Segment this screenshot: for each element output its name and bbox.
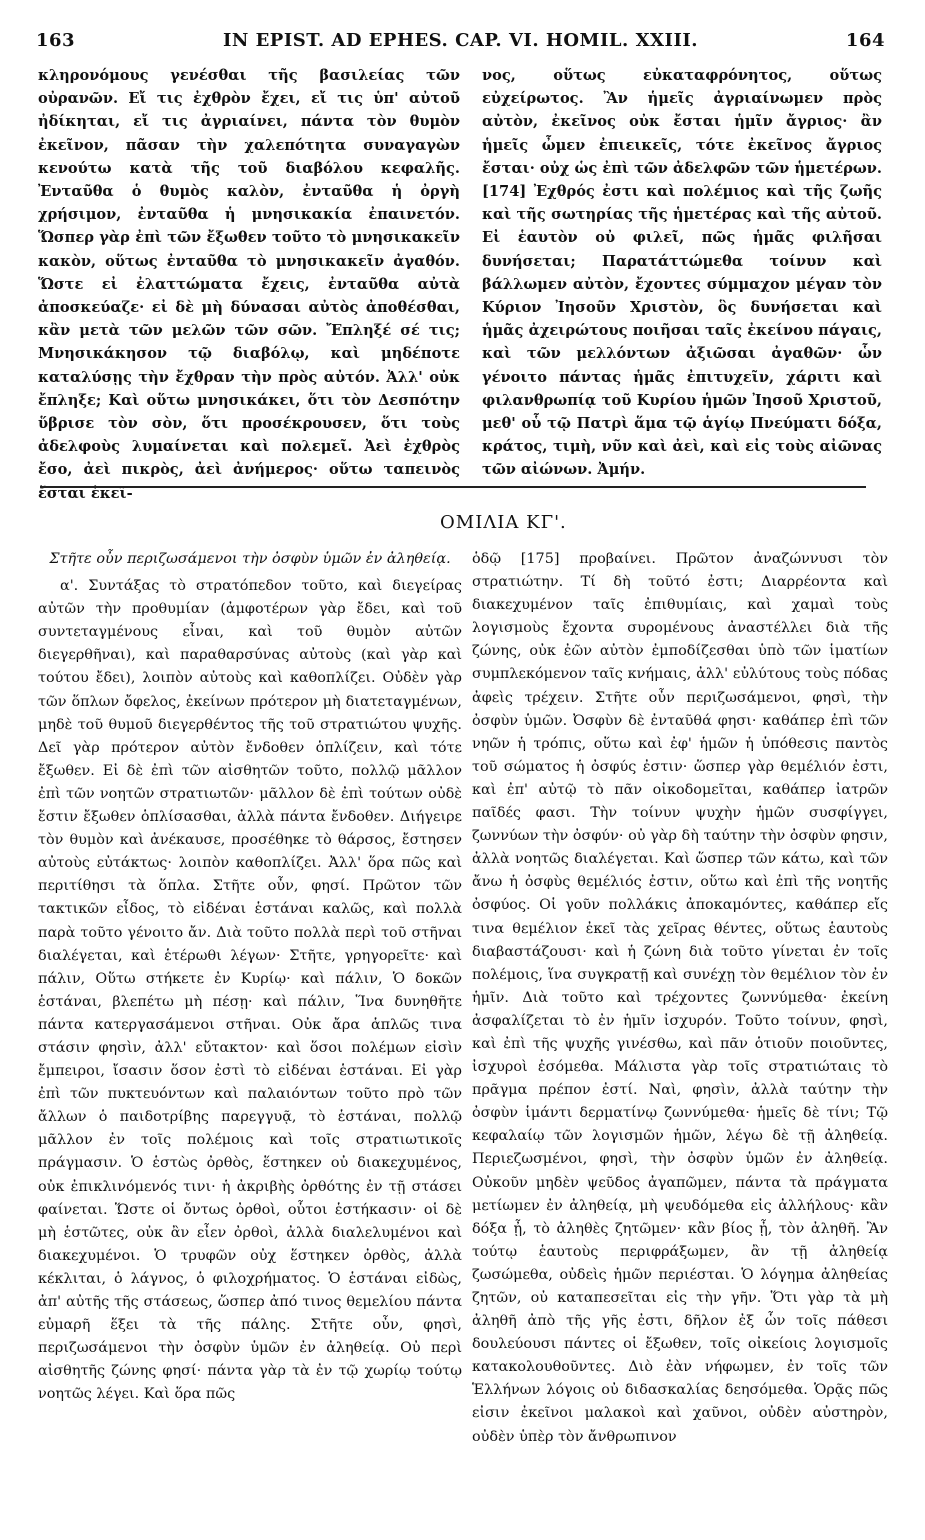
- running-title: IN EPIST. AD EPHES. CAP. VI. HOMIL. XXIII.: [222, 30, 699, 51]
- homily-left-text: α'. Συντάξας τὸ στρατόπεδον τοῦτο, καὶ διεγείρας αὐτῶν τὴν προθυμίαν (ἀμφοτέρων γὰρ ἔδει, καὶ τοῦ συντεταγμένους εἶναι, καὶ τοῦ θυμὸν αὐτῶν διεγερθῆναι), καὶ παραθαρσύνας αὐτοὺς (καὶ γὰρ καὶ τούτου ἔδει), λοιπὸν αὐτοὺς καὶ καθοπλίζει. Οὐδὲν γὰρ τῶν ὅπλων ὄφελος, ἐκείνων πρότερον μὴ διατεταγμένων, μηδὲ τοῦ θυμοῦ διεγερθέντος τῆς τοῦ στρατιώτου ψυχῆς. Δεῖ γὰρ πρότερον αὐτὸν ἔνδοθεν ὁπλίζειν, καὶ τότε ἔξωθεν. Εἰ δὲ ἐπὶ τῶν αἰσθητῶν τοῦτο, πολλῷ μᾶλλον ἐπὶ τῶν νοητῶν στρατιωτῶν· μᾶλλον δὲ ἐπὶ τούτων οὐδὲ ἔστιν ἔξωθεν ὁπλίσασθαι, ἀλλὰ πάντα ἔνδοθεν. Διήγειρε τὸν θυμὸν καὶ ἀνέκαυσε, προσέθηκε τὸ θάρσος, ἔστησεν αὐτοὺς εὐτάκτως· λοιπὸν καθοπλίζει. Ἀλλ' ὅρα πῶς καὶ περιτίθησι τὰ ὅπλα. Στῆτε οὖν, φησί. Πρῶτον τῶν τακτικῶν εἶδος, τὸ εἰδέναι ἑστάναι καλῶς, καὶ πολλὰ παρὰ τοῦτο γένοιτο ἄν. Διὰ τοῦτο πολλὰ περὶ τοῦ στῆναι διαλέγεται, καὶ ἑτέρωθι λέγων· Στῆτε, γρηγορεῖτε· καὶ πάλιν, Οὕτω στήκετε ἐν Κυρίῳ· καὶ πάλιν, Ὁ δοκῶν ἑστάναι, βλεπέτω μὴ πέσῃ· καὶ πάλιν, Ἵνα δυνηθῆτε πάντα κατεργασάμενοι στῆναι. Οὐκ ἄρα ἁπλῶς τινα στάσιν φησὶν, ἀλλ' εὔτακτον· καὶ ὅσοι πολέμων εἰσὶν ἔμπειροι, ἴσασιν ὅσον ἐστὶ τὸ εἰδέναι ἑστάναι. Εἰ γὰρ ἐπὶ τῶν πυκτευόντων καὶ παλαιόντων τοῦτο πρὸ τῶν ἄλλων ὁ παιδοτρίβης παρεγγυᾷ, τὸ ἑστάναι, πολλῷ μᾶλλον ἐν τοῖς πολέμοις καὶ τοῖς στρατιωτικοῖς πράγμασιν. Ὁ ἑστὼς ὀρθὸς, ἕστηκεν οὐ διακεχυμένος, οὐκ ἐπικλινόμενός τινι· ἡ ἀκριβὴς ὀρθότης ἐν τῇ στάσει φαίνεται. Ὥστε οἱ ὄντως ὀρθοὶ, οὗτοι ἑστήκασιν· οἱ δὲ μὴ ἑστῶτες, οὐκ ἂν εἶεν ὀρθοὶ, ἀλλὰ διαλελυμένοι καὶ διακεχυμένοι. Ὁ τρυφῶν οὐχ ἕστηκεν ὀρθὸς, ἀλλὰ κέκλιται, ὁ λάγνος, ὁ φιλοχρήματος. Ὁ ἑστάναι εἰδὼς, ἀπ' αὐτῆς τῆς στάσεως, ὥσπερ ἀπό τινος θεμελίου πάντα εὐμαρῆ ἕξει τὰ τῆς πάλης. Στῆτε οὖν, φησὶ, περιζωσάμενοι τὴν ὀσφὺν ὑμῶν ἐν ἀληθείᾳ. Οὐ περὶ αἰσθητῆς ζώνης φησί· πάντα γὰρ τὰ ἐν τῷ χωρίῳ τούτῳ νοητῶς λέγει. Καὶ ὅρα πῶς: [38, 578, 462, 1403]
- page-number-left: 163: [36, 30, 76, 51]
- homily-title: ΟΜΙΛΙΑ ΚΓ'.: [440, 512, 567, 533]
- previous-homily-left-text: κληρονόμους γενέσθαι τῆς βασιλείας τῶν οὐρανῶν. Εἴ τις ἐχθρὸν ἔχει, εἴ τις ὑπ' αὐτοῦ ἠδίκηται, εἴ τις ἀγριαίνει, πάντα τὸν θυμὸν ἐκεῖνον, πᾶσαν τὴν χαλεπότητα συναγαγὼν κενούτω κατὰ τῆς τοῦ διαβόλου κεφαλῆς. Ἐνταῦθα ὁ θυμὸς καλὸν, ἐνταῦθα ἡ ὀργὴ χρήσιμον, ἐνταῦθα ἡ μνησικακία ἐπαινετόν. Ὥσπερ γὰρ ἐπὶ τῶν ἔξωθεν τοῦτο τὸ μνησικακεῖν κακὸν, οὕτως ἐνταῦθα τὸ μνησικακεῖν ἀγαθόν. Ὥστε εἰ ἐλαττώματα ἔχεις, ἐνταῦθα αὐτὰ ἀποσκεύαζε· εἰ δὲ μὴ δύνασαι αὐτὸς ἀποθέσθαι, κἂν μετὰ τῶν μελῶν τῶν σῶν. Ἔπληξέ σέ τις; Μνησικάκησον τῷ διαβόλῳ, καὶ μηδέποτε καταλύσῃς τὴν ἔχθραν τὴν πρὸς αὐτόν. Ἀλλ' οὐκ ἔπληξε; Καὶ οὕτω μνησικάκει, ὅτι τὸν Δεσπότην ὕβρισε τὸν σὸν, ὅτι προσέκρουσεν, ὅτι τοὺς ἀδελφοὺς λυμαίνεται καὶ πολεμεῖ. Ἀεὶ ἐχθρὸς ἔσο, ἀεὶ πικρὸς, ἀεὶ ἀνήμερος· οὕτω ταπεινὸς ἔσται ἐκεῖ-: [38, 67, 460, 502]
- page-number-right: 164: [845, 30, 885, 51]
- previous-homily-right-column: [482, 64, 882, 479]
- previous-homily-right-text: νος, οὕτως εὐκαταφρόνητος, οὕτως εὐχείρωτος. Ἂν ἡμεῖς ἀγριαίνωμεν πρὸς αὐτὸν, ἐκεῖνος οὐκ ἔσται ἡμῖν ἄγριος· ἂν ἡμεῖς ὦμεν ἐπιεικεῖς, τότε ἐκεῖνος ἄγριος ἔσται· οὐχ ὡς ἐπὶ τῶν ἀδελφῶν τῶν ἡμετέρων. [174] Ἐχθρός ἐστι καὶ πολέμιος καὶ τῆς ζωῆς καὶ τῆς σωτηρίας τῆς ἡμετέρας καὶ τῆς αὐτοῦ. Εἰ ἑαυτὸν οὐ φιλεῖ, πῶς ἡμᾶς φιλῆσαι δυνήσεται; Παρατάττώμεθα τοίνυν καὶ βάλλωμεν αὐτὸν, ἔχοντες σύμμαχον μέγαν τὸν Κύριον Ἰησοῦν Χριστὸν, ὃς δυνήσεται καὶ ἡμᾶς ἀχειρώτους ποιῆσαι ταῖς ἐκείνου πάγαις, καὶ τῶν μελλόντων ἀξιῶσαι ἀγαθῶν· ὧν γένοιτο πάντας ἡμᾶς ἐπιτυχεῖν, χάριτι καὶ φιλανθρωπίᾳ τοῦ Κυρίου ἡμῶν Ἰησοῦ Χριστοῦ, μεθ' οὗ τῷ Πατρὶ ἅμα τῷ ἁγίῳ Πνεύματι δόξα, κράτος, τιμὴ, νῦν καὶ ἀεὶ, καὶ εἰς τοὺς αἰῶνας τῶν αἰώνων. Ἀμήν.: [482, 67, 882, 479]
- section-divider: [40, 486, 866, 488]
- previous-homily-left-column: [38, 64, 460, 502]
- running-header: [36, 30, 885, 58]
- homily-left-column: [38, 548, 462, 1523]
- homily-right-text: ὁδῷ [175] προβαίνει. Πρῶτον ἀναζώννυσι τὸν στρατιώτην. Τί δὴ τοῦτό ἐστι; Διαρρέοντα καὶ διακεχυμένον ταῖς ἐπιθυμίαις, καὶ χαμαὶ τοὺς λογισμοὺς ἔχοντα συρομένους ἀναστέλλει διὰ τῆς ζώνης, οὐκ ἐῶν αὐτὸν ἐμποδίζεσθαι ὑπὸ τῶν ἱματίων συμπλεκόμενον ταῖς κνήμαις, ἀλλ' εὐλύτους τοὺς πόδας ἀφεὶς τρέχειν. Στῆτε οὖν περιζωσάμενοι, φησὶ, τὴν ὀσφὺν ὑμῶν. Ὀσφὺν δὲ ἐνταῦθά φησι· καθάπερ ἐπὶ τῶν νηῶν ἡ τρόπις, οὕτω καὶ ἐφ' ἡμῶν ἡ ὑπόθεσις παντὸς τοῦ σώματος ἡ ὀσφύς ἐστιν· ὥσπερ γὰρ θεμέλιόν ἐστι, καὶ ἐπ' αὐτῷ τὸ πᾶν οἰκοδομεῖται, καθάπερ ἰατρῶν παῖδές φασι. Τὴν τοίνυν ψυχὴν ἡμῶν συσφίγγει, ζωννύων τὴν ὀσφύν· οὐ γὰρ δὴ ταύτην τὴν ὀσφὺν φησιν, ἀλλὰ νοητῶς διαλέγεται. Καὶ ὥσπερ τῶν κάτω, καὶ τῶν ἄνω ἡ ὀσφὺς θεμέλιός ἐστιν, οὕτω καὶ ἐπὶ τῆς νοητῆς ὀσφύος. Οἱ γοῦν πολλάκις ἀποκαμόντες, καθάπερ εἴς τινα θεμέλιον ἐκεῖ τὰς χεῖρας θέντες, οὕτως ἑαυτοὺς διαβαστάζουσι· καὶ ἡ ζώνη διὰ τοῦτο γίνεται ἐν τοῖς πολέμοις, ἵνα συγκρατῇ καὶ συνέχῃ τὸν θεμέλιον τὸν ἐν ἡμῖν. Διὰ τοῦτο καὶ τρέχοντες ζωννύμεθα· ἐκείνη ἀσφαλίζεται τὸ ἐν ἡμῖν ἰσχυρόν. Τοῦτο τοίνυν, φησὶ, καὶ ἐπὶ τῆς ψυχῆς γινέσθω, καὶ πᾶν ὁτιοῦν ποιοῦντες, ἰσχυροὶ ἐσόμεθα. Μάλιστα γὰρ τοῖς στρατιώταις τὸ πρᾶγμα πρέπον ἐστί. Ναὶ, φησὶν, ἀλλὰ ταύτην τὴν ὀσφὺν ἱμάντι δερματίνῳ ζωννύμεθα· ἡμεῖς δὲ τίνι; Τῷ κεφαλαίῳ τῶν λογισμῶν ἡμῶν, λέγω δὲ τῇ ἀληθείᾳ. Περιεζωσμένοι, φησὶ, τὴν ὀσφὺν ὑμῶν ἐν ἀληθείᾳ. Οὐκοῦν μηδὲν ψεῦδος ἀγαπῶμεν, πάντα τὰ πράγματα μετίωμεν ἐν ἀληθείᾳ, μὴ ψευδόμεθα εἰς ἀλλήλους· κἂν δόξα ᾖ, τὸ ἀληθὲς ζητῶμεν· κἂν βίος ᾖ, τὸν ἀληθῆ. Ἂν τούτῳ ἑαυτοὺς περιφράξωμεν, ἂν τῇ ἀληθείᾳ ζωσώμεθα, οὐδεὶς ἡμῶν περιέσται. Ὁ λόγημα ἀληθείας ζητῶν, οὐ καταπεσεῖται εἰς τὴν γῆν. Ὅτι γὰρ τὰ μὴ ἀληθῆ ἀπὸ τῆς γῆς ἐστι, δῆλον ἐξ ὧν τοῖς πάθεσι δουλεύουσι πάντες οἱ ἔξωθεν, τοῖς οἰκείοις λογισμοῖς κατακολουθοῦντες. Διὸ ἐὰν νήφωμεν, ἐν τοῖς τῶν Ἑλλήνων λόγοις οὐ διδασκαλίας δεησόμεθα. Ὁρᾷς πῶς εἰσιν ἐκεῖνοι μαλακοὶ καὶ χαῦνοι, οὐδὲν αὐστηρὸν, οὐδὲν ὑπὲρ τὸν ἄνθρωπινον: [472, 551, 888, 1445]
- homily-right-column: [472, 548, 888, 1523]
- scripture-verse: Στῆτε οὖν περιζωσάμενοι τὴν ὀσφὺν ὑμῶν ἐν ἀληθείᾳ.: [49, 551, 451, 567]
